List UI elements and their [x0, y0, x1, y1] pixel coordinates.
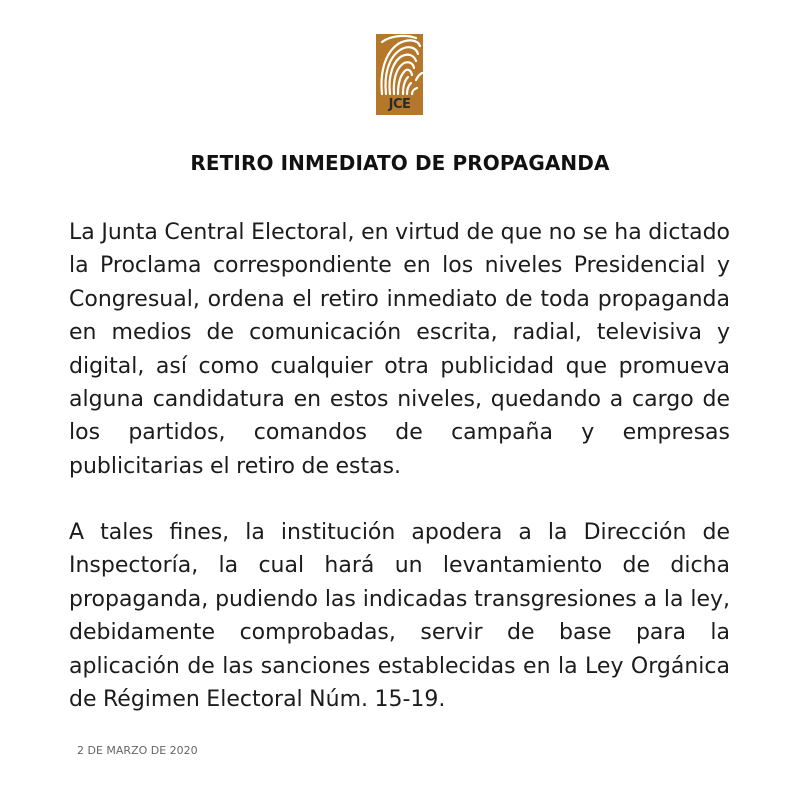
body-paragraph-1: La Junta Central Electoral, en virtud de que no se ha dictado la Proclama correspondiente en los niveles Presidencial y Congresual, ordena el retiro inmediato de toda propaganda en medios de comunicación escrita, radial, televisiva y digital, así como cualquier otra publicidad que promueva alguna candidatura en estos niveles, quedando a cargo de los partidos, comandos de campaña y empresas publicitarias el retiro de estas.	[69, 220, 730, 479]
jce-logo	[376, 34, 423, 115]
body-paragraph-2: A tales fines, la institución apodera a la Dirección de Inspectoría, la cual hará un levantamiento de dicha propaganda, pudiendo las indicadas transgresiones a la ley, debidamente comprobadas, servir de base para la aplicación de las sanciones establecidas en la Ley Orgánica de Régimen Electoral Núm. 15-19.	[69, 520, 730, 713]
publication-date: 2 DE MARZO DE 2020	[77, 744, 198, 757]
fingerprint-icon	[376, 34, 423, 98]
page-title: RETIRO INMEDIATO DE PROPAGANDA	[190, 151, 610, 175]
logo-text: JCE	[388, 97, 411, 112]
